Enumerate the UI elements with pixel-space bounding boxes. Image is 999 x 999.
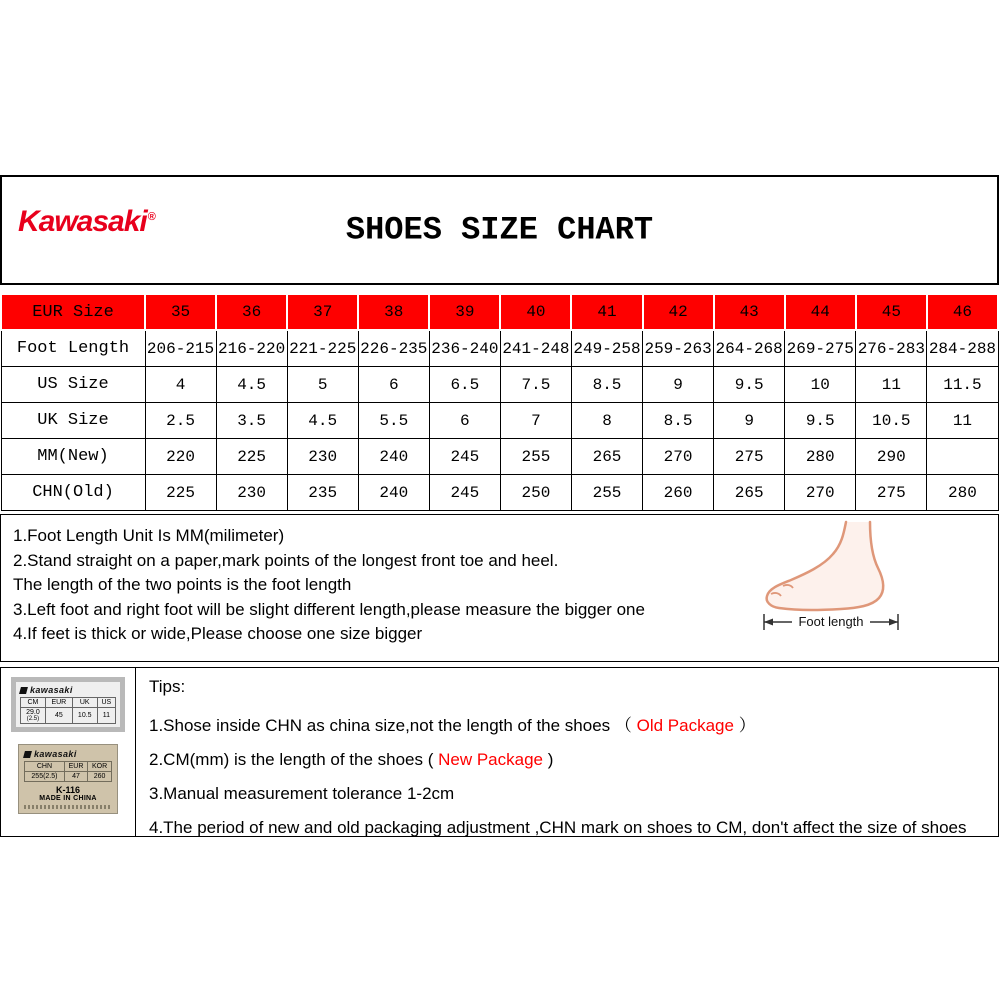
size-cell: 259-263	[643, 330, 714, 367]
old-label-cell: 10.5	[72, 708, 97, 724]
old-label-col: CM	[21, 698, 46, 708]
tips-item-2-close: )	[543, 750, 554, 769]
size-cell: 265	[571, 439, 642, 475]
new-package-label-photo	[18, 744, 118, 814]
left-arrow-icon	[764, 619, 773, 626]
tips-item-3: 3.Manual measurement tolerance 1-2cm	[149, 784, 455, 803]
old-label-cell: 11	[97, 708, 115, 724]
size-cell: 264-268	[714, 330, 785, 367]
size-cell: 6	[358, 367, 429, 403]
tips-item-1-text: 1.Shose inside CHN as china size,not the length of the shoes （	[149, 716, 637, 735]
size-cell: 40	[500, 294, 571, 330]
size-cell: 37	[287, 294, 358, 330]
old-label-col: US	[97, 698, 115, 708]
size-cell: 241-248	[500, 330, 571, 367]
kawasaki-logo-text: Kawasaki	[18, 205, 147, 238]
size-row-label: CHN(Old)	[1, 475, 145, 511]
size-row-label: US Size	[1, 367, 145, 403]
foot-length-label: Foot length	[798, 614, 864, 629]
size-cell: 7.5	[500, 367, 571, 403]
new-label-col: KOR	[88, 762, 112, 772]
size-cell: 11	[927, 403, 998, 439]
size-cell: 5	[287, 367, 358, 403]
size-cell: 3.5	[216, 403, 287, 439]
size-cell: 9.5	[714, 367, 785, 403]
size-cell: 284-288	[927, 330, 998, 367]
new-label-brand: kawasaki	[34, 749, 77, 759]
size-table-row	[1, 367, 998, 403]
new-label-header-row	[25, 762, 112, 772]
size-cell: 42	[643, 294, 714, 330]
size-cell: 38	[358, 294, 429, 330]
old-label-brand: kawasaki	[30, 685, 73, 695]
new-label-value-row	[25, 772, 112, 782]
size-row-label: UK Size	[1, 403, 145, 439]
size-cell: 206-215	[145, 330, 216, 367]
size-cell: 10.5	[856, 403, 927, 439]
new-label-col: CHN	[25, 762, 65, 772]
size-cell: 235	[287, 475, 358, 511]
size-cell: 39	[429, 294, 500, 330]
old-label-cm-sub: (2.5)	[26, 716, 40, 722]
kawasaki-mini-logo-old	[20, 685, 116, 695]
new-label-table	[24, 761, 112, 782]
old-label-value-row	[21, 708, 116, 724]
old-package-highlight: Old Package	[636, 716, 734, 735]
old-label-col: EUR	[45, 698, 72, 708]
size-cell: 240	[358, 439, 429, 475]
old-package-label-photo	[11, 677, 125, 732]
size-cell: 225	[216, 439, 287, 475]
header	[0, 175, 999, 285]
old-label-cell	[21, 708, 46, 724]
new-label-col: EUR	[64, 762, 87, 772]
old-package-label	[16, 682, 120, 727]
old-label-cm-value: 29.0	[26, 709, 40, 716]
size-cell: 4.5	[216, 367, 287, 403]
size-cell: 9.5	[785, 403, 856, 439]
size-cell: 8.5	[643, 403, 714, 439]
new-label-cell: 47	[64, 772, 87, 782]
old-label-col: UK	[72, 698, 97, 708]
new-label-cell: 255(2.5)	[25, 772, 65, 782]
size-cell: 221-225	[287, 330, 358, 367]
size-table-row	[1, 330, 998, 367]
size-row-label: EUR Size	[1, 294, 145, 330]
size-cell: 4.5	[287, 403, 358, 439]
size-cell: 230	[216, 475, 287, 511]
size-cell: 275	[856, 475, 927, 511]
registered-trademark-icon: ®	[147, 211, 155, 223]
note-line-3: The length of the two points is the foot length	[13, 575, 352, 594]
size-table-row	[1, 439, 998, 475]
size-cell: 45	[856, 294, 927, 330]
flag-icon	[23, 751, 32, 758]
size-cell: 226-235	[358, 330, 429, 367]
note-line-1: 1.Foot Length Unit Is MM(milimeter)	[13, 526, 285, 545]
size-table-row	[1, 475, 998, 511]
size-cell: 280	[785, 439, 856, 475]
size-cell: 276-283	[856, 330, 927, 367]
new-label-origin: MADE IN CHINA	[39, 795, 97, 802]
size-cell: 9	[643, 367, 714, 403]
size-cell: 35	[145, 294, 216, 330]
page-title: SHOES SIZE CHART	[345, 211, 654, 249]
size-cell: 36	[216, 294, 287, 330]
size-table	[0, 293, 999, 511]
size-cell	[927, 439, 998, 475]
old-label-header-row	[21, 698, 116, 708]
tips-item-1	[149, 711, 986, 736]
foot-drawing	[760, 520, 902, 632]
size-cell: 290	[856, 439, 927, 475]
size-cell: 265	[714, 475, 785, 511]
size-cell: 6	[429, 403, 500, 439]
note-line-4: 3.Left foot and right foot will be slight different length,please measure the bigger one	[13, 599, 645, 619]
size-cell: 255	[571, 475, 642, 511]
tips-item-2	[149, 750, 986, 770]
size-cell: 2.5	[145, 403, 216, 439]
size-cell: 245	[429, 475, 500, 511]
size-row-label: MM(New)	[1, 439, 145, 475]
new-label-model: K-116	[55, 785, 81, 795]
size-cell: 249-258	[571, 330, 642, 367]
size-cell: 220	[145, 439, 216, 475]
size-cell: 269-275	[785, 330, 856, 367]
size-cell: 240	[358, 475, 429, 511]
size-cell: 46	[927, 294, 998, 330]
size-cell: 255	[500, 439, 571, 475]
size-cell: 270	[643, 439, 714, 475]
size-cell: 8.5	[571, 367, 642, 403]
tips-item-2-text: 2.CM(mm) is the length of the shoes (	[149, 750, 439, 769]
size-table-row	[1, 403, 998, 439]
size-cell: 250	[500, 475, 571, 511]
size-cell: 11.5	[927, 367, 998, 403]
size-cell: 230	[287, 439, 358, 475]
old-label-table	[20, 697, 116, 724]
size-cell: 7	[500, 403, 571, 439]
size-table-header-row	[1, 294, 998, 330]
size-cell: 5.5	[358, 403, 429, 439]
flag-icon	[19, 687, 28, 694]
new-label-cell: 260	[88, 772, 112, 782]
size-cell: 11	[856, 367, 927, 403]
size-cell: 236-240	[429, 330, 500, 367]
tips-text	[137, 668, 998, 847]
tips-item-1-close: ）	[733, 716, 756, 735]
note-line-5: 4.If feet is thick or wide,Please choose one size bigger	[13, 624, 423, 643]
size-cell: 216-220	[216, 330, 287, 367]
tips-item-4: 4.The period of new and old packaging adjustment ,CHN mark on shoes to CM, don't affect the size of shoes	[149, 818, 967, 837]
size-cell: 41	[571, 294, 642, 330]
tips-section	[0, 667, 999, 837]
package-labels-column	[1, 668, 136, 836]
size-cell: 280	[927, 475, 998, 511]
size-row-label: Foot Length	[1, 330, 145, 367]
size-cell: 9	[714, 403, 785, 439]
old-label-cell: 45	[45, 708, 72, 724]
size-cell: 270	[785, 475, 856, 511]
new-label-fineprint	[24, 805, 112, 809]
foot-illustration	[760, 520, 902, 632]
size-cell: 44	[785, 294, 856, 330]
note-line-2: 2.Stand straight on a paper,mark points of the longest front toe and heel.	[13, 550, 559, 570]
tips-heading: Tips:	[149, 677, 186, 696]
size-cell: 4	[145, 367, 216, 403]
size-cell: 225	[145, 475, 216, 511]
kawasaki-mini-logo-new	[24, 749, 112, 759]
size-cell: 10	[785, 367, 856, 403]
size-cell: 8	[571, 403, 642, 439]
new-package-highlight: New Package	[438, 750, 543, 769]
size-cell: 260	[643, 475, 714, 511]
notes-section	[0, 514, 999, 662]
size-cell: 275	[714, 439, 785, 475]
size-cell: 245	[429, 439, 500, 475]
size-cell: 43	[714, 294, 785, 330]
size-cell: 6.5	[429, 367, 500, 403]
right-arrow-icon	[889, 619, 898, 626]
